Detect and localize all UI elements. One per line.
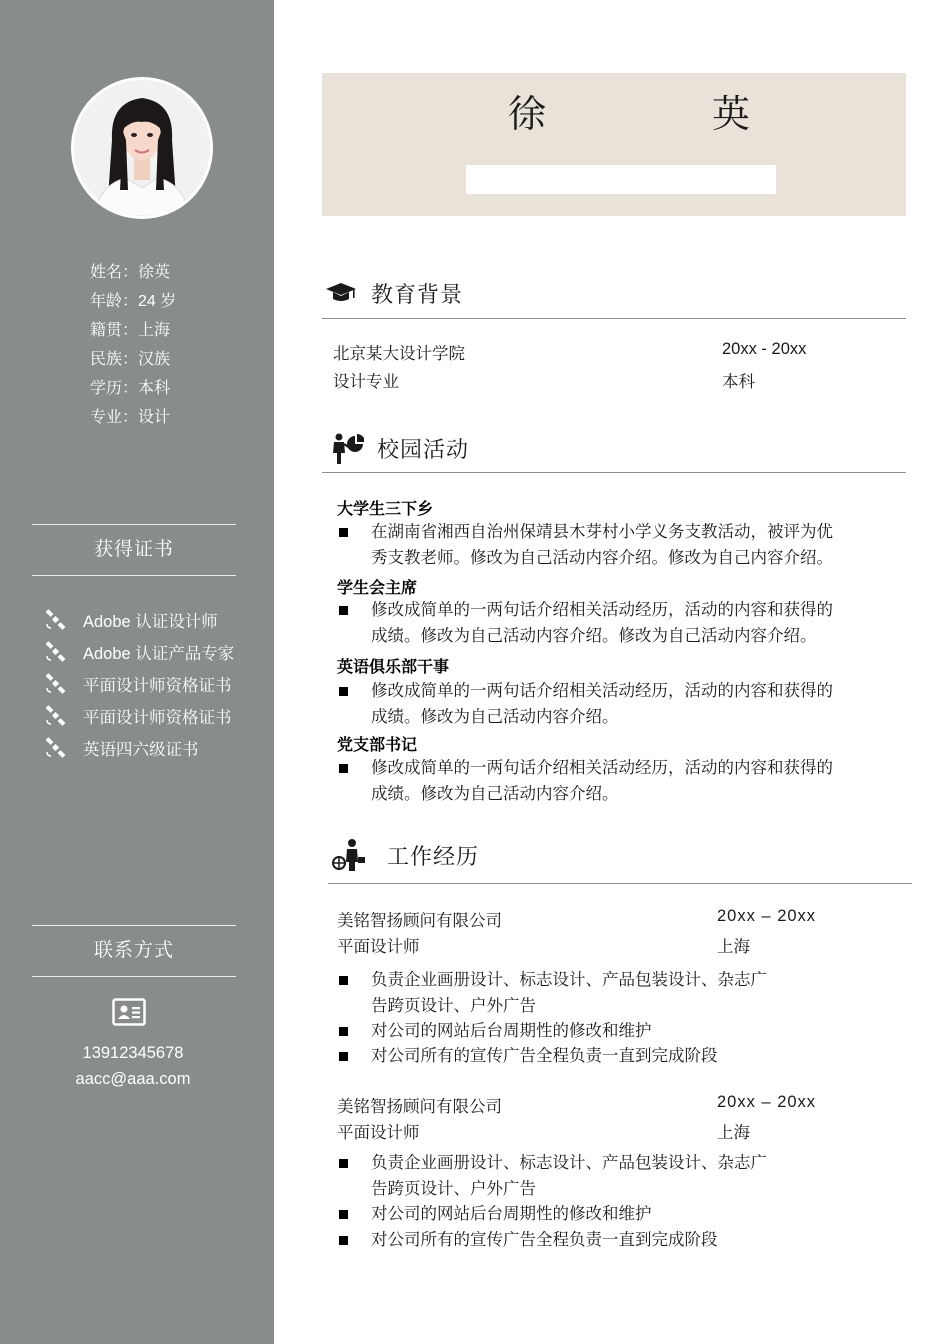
bullet-marker — [339, 687, 348, 696]
info-age: 年龄 ： 24 岁 — [90, 287, 176, 316]
contact-phone: 13912345678 — [82, 1044, 184, 1062]
contact-email: aacc@aaa.com — [75, 1070, 191, 1088]
satellite-icon — [44, 673, 66, 695]
job-duty: 对公司所有的宣传广告全程负责一直到完成阶段 — [337, 1043, 857, 1069]
divider — [322, 472, 906, 473]
education-school: 北京某大设计学院 — [333, 345, 465, 363]
name-last: 英 — [712, 92, 751, 136]
contact-card-icon — [112, 998, 146, 1026]
bullet-marker — [339, 1236, 348, 1245]
education-major: 设计专业 — [333, 373, 399, 391]
satellite-icon — [44, 705, 66, 727]
presenter-chart-icon — [330, 431, 364, 465]
certificate-item: 平面设计师资格证书 — [44, 668, 234, 700]
info-major: 专业 ： 设计 — [90, 403, 176, 432]
info-name: 姓名 ： 徐英 — [90, 258, 176, 287]
certificate-item: 英语四六级证书 — [44, 732, 234, 764]
certificates-list — [44, 604, 234, 764]
job-duty: 对公司所有的宣传广告全程负责一直到完成阶段 — [337, 1227, 857, 1253]
bullet-marker — [339, 976, 348, 985]
activity-description: 在湖南省湘西自治州保靖县木芽村小学义务支教活动，被评为优 秀支教老师。修改为自己活动内容介绍。修改为自己内容介绍。 — [337, 519, 857, 571]
education-degree: 本科 — [722, 373, 755, 391]
contact-heading: 联系方式 — [32, 925, 236, 977]
job-location: 上海 — [717, 1124, 750, 1142]
bullet-marker — [339, 606, 348, 615]
sidebar — [0, 0, 274, 1344]
satellite-icon — [44, 609, 66, 631]
name-first: 徐 — [508, 92, 547, 136]
activity-title: 学生会主席 — [337, 580, 418, 597]
graduation-cap-icon — [324, 276, 358, 310]
divider — [322, 318, 906, 319]
divider — [328, 883, 912, 884]
certificate-item: Adobe 认证设计师 — [44, 604, 234, 636]
certificate-item: 平面设计师资格证书 — [44, 700, 234, 732]
job-period: 20xx – 20xx — [717, 1093, 817, 1111]
job-duty: 负责企业画册设计、标志设计、产品包装设计、杂志广 告跨页设计、户外广告 — [337, 1150, 857, 1202]
activity-title: 党支部书记 — [337, 737, 418, 754]
bullet-marker — [339, 1159, 348, 1168]
bullet-marker — [339, 528, 348, 537]
bullet-marker — [339, 1052, 348, 1061]
bullet-marker — [339, 764, 348, 773]
activity-description: 修改成简单的一两句话介绍相关活动经历，活动的内容和获得的 成绩。修改为自己活动内容介绍。 — [337, 678, 857, 730]
job-period: 20xx – 20xx — [717, 907, 817, 925]
job-location: 上海 — [717, 938, 750, 956]
job-duty: 对公司的网站后台周期性的修改和维护 — [337, 1018, 857, 1044]
name-banner — [322, 73, 906, 216]
activity-description: 修改成简单的一两句话介绍相关活动经历，活动的内容和获得的 成绩。修改为自己活动内容介绍。 — [337, 755, 857, 807]
work-heading: 工作经历 — [332, 838, 479, 872]
info-ethnicity: 民族 ： 汉族 — [90, 345, 176, 374]
bullet-marker — [339, 1210, 348, 1219]
bullet-marker — [339, 1027, 348, 1036]
education-heading: 教育背景 — [324, 276, 463, 310]
activities-heading: 校园活动 — [330, 431, 469, 465]
activity-title: 英语俱乐部干事 — [337, 659, 450, 676]
job-duty: 对公司的网站后台周期性的修改和维护 — [337, 1201, 857, 1227]
education-period: 20xx - 20xx — [722, 340, 807, 358]
job-company: 美铭智扬顾问有限公司 — [337, 1098, 502, 1116]
certificates-heading: 获得证书 — [32, 524, 236, 576]
avatar — [71, 77, 213, 219]
businessman-icon — [332, 838, 366, 872]
personal-info — [90, 258, 176, 432]
info-education: 学历 ： 本科 — [90, 374, 176, 403]
satellite-icon — [44, 641, 66, 663]
job-duty: 负责企业画册设计、标志设计、产品包装设计、杂志广 告跨页设计、户外广告 — [337, 967, 857, 1019]
info-hometown: 籍贯 ： 上海 — [90, 316, 176, 345]
activity-title: 大学生三下乡 — [337, 501, 434, 518]
activity-description: 修改成简单的一两句话介绍相关活动经历，活动的内容和获得的 成绩。修改为自己活动内容介绍。修改为自己活动内容介绍。 — [337, 597, 857, 649]
job-position: 平面设计师 — [337, 1124, 420, 1142]
satellite-icon — [44, 737, 66, 759]
certificate-item: Adobe 认证产品专家 — [44, 636, 234, 668]
job-company: 美铭智扬顾问有限公司 — [337, 912, 502, 930]
job-position: 平面设计师 — [337, 938, 420, 956]
subtitle-placeholder-bar — [466, 165, 776, 194]
